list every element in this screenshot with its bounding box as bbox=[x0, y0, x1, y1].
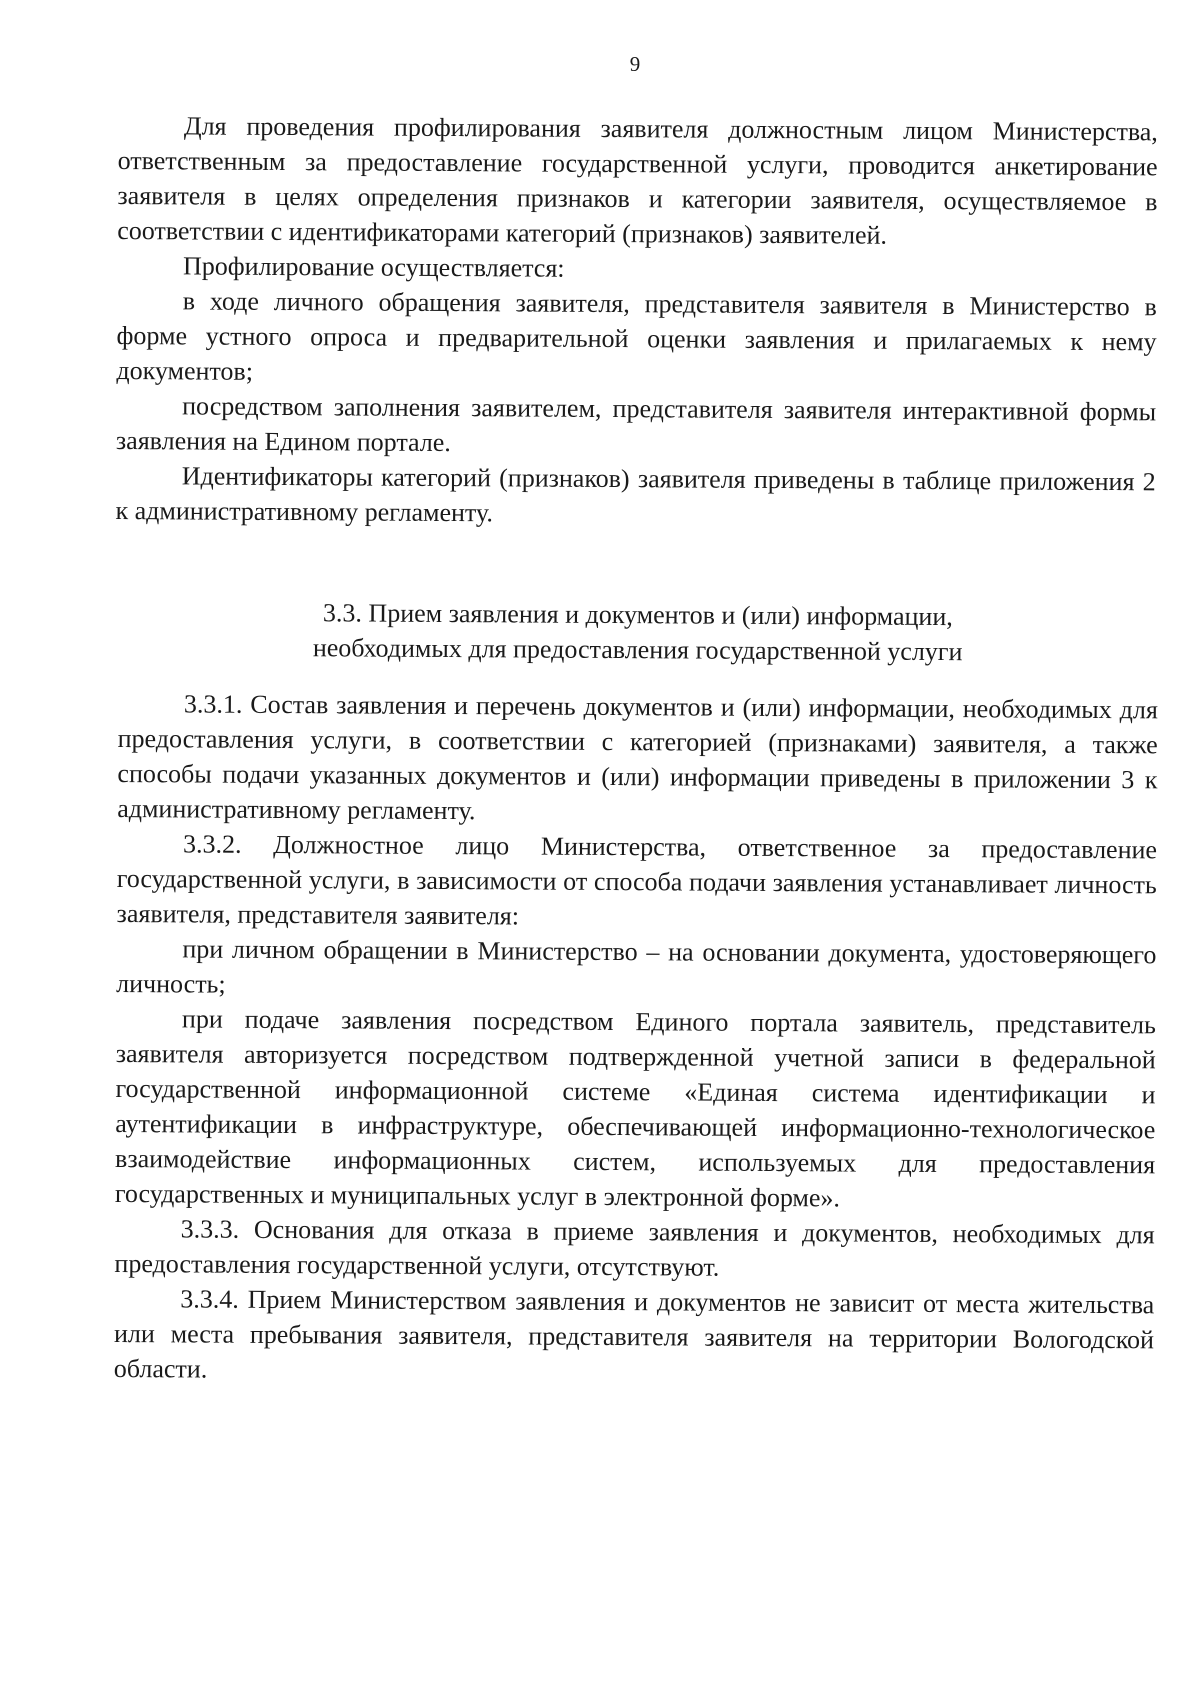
paragraph: 3.3.4. Прием Министерством заявления и документов не зависит от места жительства или места пребывания заявителя, представителя заявителя на территории Вологодской области. bbox=[113, 1284, 1155, 1384]
section-heading-line: необходимых для предоставления государственной услуги bbox=[312, 633, 963, 667]
section-heading bbox=[118, 594, 1158, 670]
page-number: 9 bbox=[629, 52, 641, 76]
paragraph: при личном обращении в Министерство – на основании документа, удостоверяющего личность; bbox=[116, 934, 1157, 999]
paragraph: Для проведения профилирования заявителя должностным лицом Министерства, ответственным за предоставление государственной услуги, проводится анкетирование заявителя в целях определения признаков и категории заявителя, осуществляемое в соответствии с идентификаторами категорий (признаков) заявителей. bbox=[117, 111, 1158, 250]
paragraph: 3.3.1. Состав заявления и перечень документов и (или) информации, необходимых для предоставления услуги, в соответствии с категорией (признаками) заявителя, а также способы подачи указанных документов и (или) информации приведены в приложении 3 к административному регламенту. bbox=[117, 689, 1158, 826]
paragraph: 3.3.2. Должностное лицо Министерства, ответственное за предоставление государственной услуги, в зависимости от способа подачи заявления устанавливает личность заявителя, представителя заявителя: bbox=[116, 829, 1158, 931]
text-block-profiling bbox=[115, 108, 1158, 534]
paragraph: Идентификаторы категорий (признаков) заявителя приведены в таблице приложения 2 к административному регламенту. bbox=[115, 461, 1156, 528]
section-heading-line: 3.3. Прием заявления и документов и (или) информации, bbox=[322, 598, 953, 632]
text-block-section-3-3 bbox=[114, 686, 1158, 1392]
paragraph: при подаче заявления посредством Единого портала заявитель, представитель заявителя авторизуется посредством подтвержденной учетной записи в федеральной государственной информационной системе «Единая система идентификации и аутентификации в инфраструктуре, обеспечивающей информационно-технологическое взаимодействие информационных систем, используемых для предоставления государственных и муниципальных услуг в электронной форме». bbox=[114, 1004, 1157, 1213]
paragraph: посредством заполнения заявителем, представителя заявителя интерактивной формы заявления на Едином портале. bbox=[115, 391, 1157, 458]
paragraph: Профилирование осуществляется: bbox=[182, 251, 565, 283]
paragraph: 3.3.3. Основания для отказа в приеме заявления и документов, необходимых для предоставления государственной услуги, отсутствуют. bbox=[114, 1214, 1155, 1282]
paragraph: в ходе личного обращения заявителя, представителя заявителя в Министерство в форме устного опроса и предварительной оценки заявления и прилагаемых к нему документов; bbox=[116, 286, 1157, 386]
